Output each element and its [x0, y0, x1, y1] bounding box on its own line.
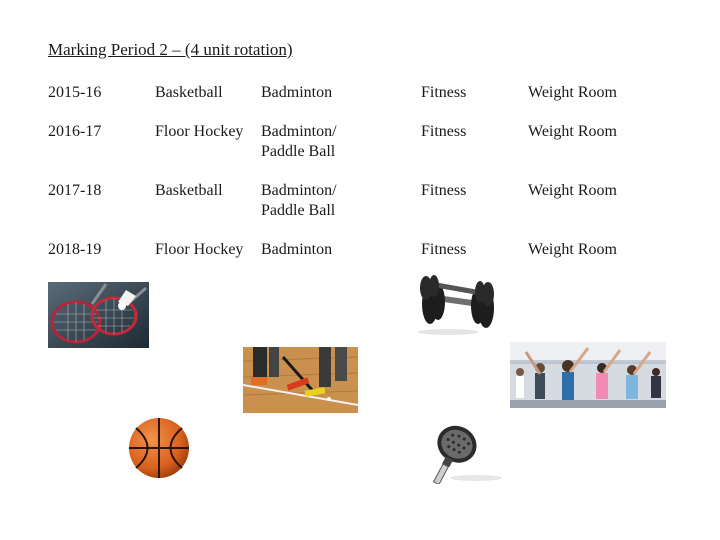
unit1-cell: Floor Hockey	[155, 241, 244, 258]
unit3-cell: Fitness	[421, 241, 467, 258]
unit2-line: Badminton	[261, 84, 333, 101]
unit1-cell: Basketball	[155, 84, 223, 101]
year-cell: 2018-19	[48, 241, 102, 258]
unit2-cell	[261, 181, 337, 221]
fitness-class-photo	[510, 342, 666, 408]
unit2-line: Badminton	[261, 241, 333, 258]
unit1-cell: Basketball	[155, 182, 223, 199]
year-cell: 2016-17	[48, 123, 102, 140]
unit2-cell	[261, 240, 332, 260]
year-cell: 2017-18	[48, 182, 102, 199]
badminton-photo	[48, 282, 149, 348]
paddle-racket-photo	[430, 422, 512, 484]
floor-hockey-photo	[243, 347, 358, 413]
page-title: Marking Period 2 – (4 unit rotation)	[48, 40, 293, 59]
unit4-cell: Weight Room	[528, 182, 617, 199]
unit2-cell	[261, 122, 337, 162]
unit1-cell: Floor Hockey	[155, 123, 244, 140]
basketball-photo	[126, 416, 192, 480]
unit3-cell: Fitness	[421, 182, 467, 199]
unit3-cell: Fitness	[421, 123, 467, 140]
unit4-cell: Weight Room	[528, 241, 617, 258]
unit2-line: Paddle Ball	[261, 202, 336, 219]
unit2-line: Paddle Ball	[261, 143, 336, 160]
year-cell: 2015-16	[48, 84, 102, 101]
unit2-line: Badminton/	[261, 123, 337, 140]
unit4-cell: Weight Room	[528, 84, 617, 101]
unit2-cell	[261, 83, 332, 103]
unit4-cell: Weight Room	[528, 123, 617, 140]
dumbbells-photo	[408, 274, 506, 336]
unit3-cell: Fitness	[421, 84, 467, 101]
unit2-line: Badminton/	[261, 182, 337, 199]
